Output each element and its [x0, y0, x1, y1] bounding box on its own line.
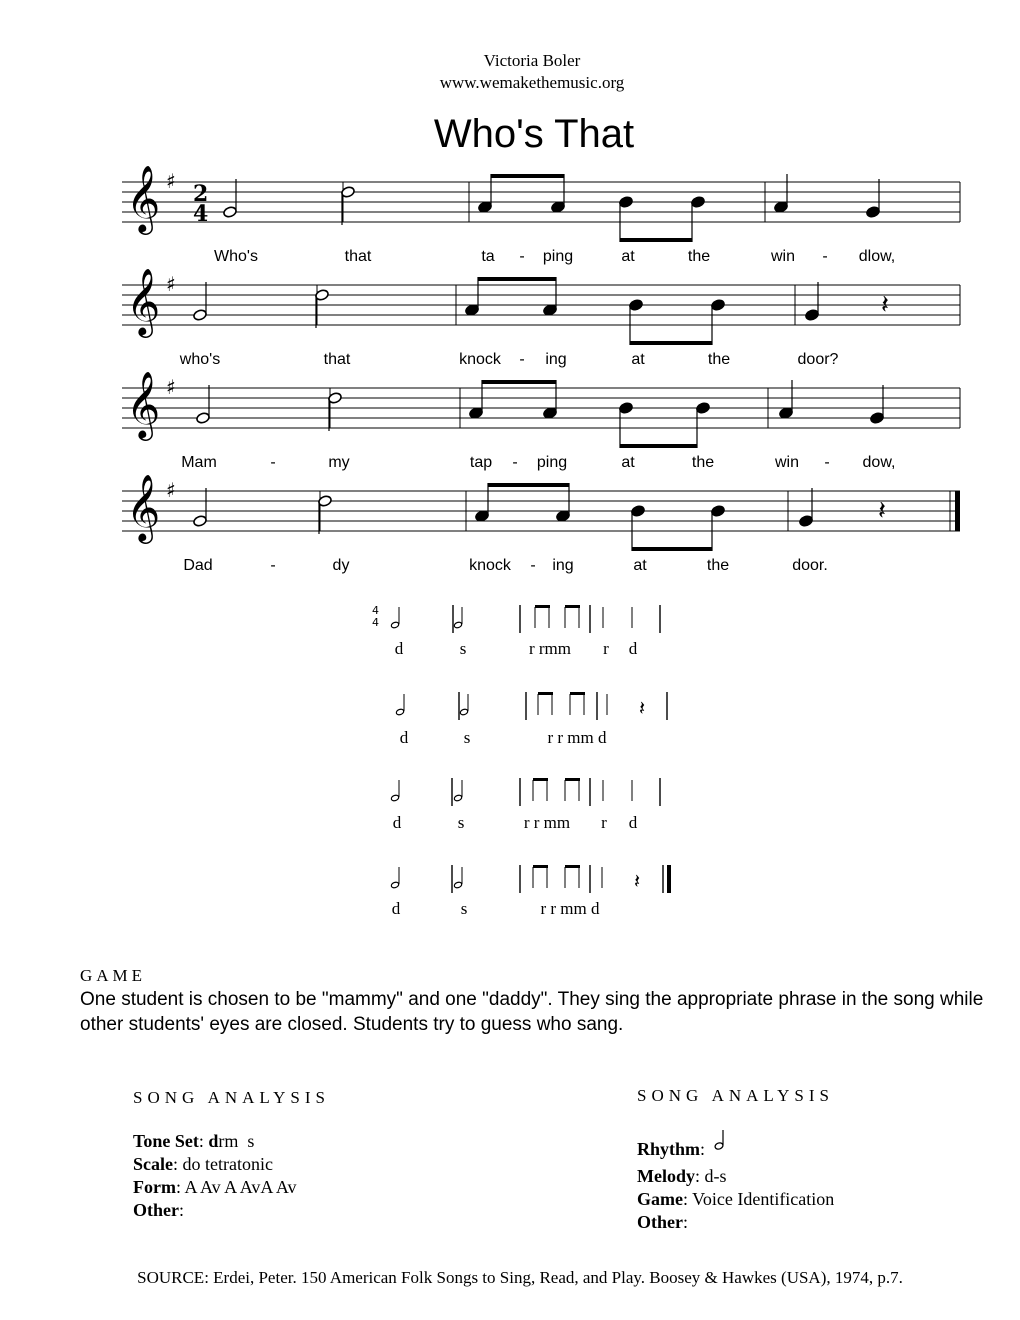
lyric-syllable: at: [631, 351, 645, 368]
beam: [620, 444, 697, 448]
solfege-syllable: d: [392, 813, 402, 832]
lyric-syllable: the: [706, 557, 730, 574]
lyric-syllable: that: [344, 248, 372, 265]
half-note-icon: [714, 1128, 728, 1152]
rhythm-line: Rhythm:: [637, 1138, 834, 1161]
author-name: Victoria Boler: [483, 51, 581, 70]
lyric-syllable: at: [621, 248, 635, 265]
lyric-syllable: dy: [332, 557, 350, 574]
lyric-syllable: -: [519, 248, 525, 265]
song-analysis-right: [637, 1086, 834, 1234]
final-barline: [667, 865, 671, 893]
note-head: [478, 201, 493, 214]
sharp-icon: ♯: [166, 169, 176, 193]
half-note-icon: [396, 708, 405, 715]
lyric-syllable: win: [774, 454, 800, 471]
sharp-icon: ♯: [166, 478, 176, 502]
quarter-rest-icon: 𝄽: [634, 869, 641, 893]
lyric-syllable: ping: [536, 454, 568, 471]
sharp-icon: ♯: [166, 272, 176, 296]
staff-system: [122, 473, 960, 574]
analysis-heading: SONG ANALYSIS: [637, 1086, 834, 1105]
quarter-rest-icon: 𝄽: [878, 496, 886, 526]
game-line: Game: Voice Identification: [637, 1189, 835, 1209]
time-signature-bottom: 4: [193, 201, 209, 227]
stick-notation-row: [391, 865, 671, 918]
quarter-rest-icon: 𝄽: [881, 290, 889, 320]
lyric-syllable: ing: [552, 557, 574, 574]
note-head: [223, 206, 238, 219]
beam: [533, 865, 548, 868]
lyric-syllable: ta: [481, 248, 495, 265]
lyric-syllable: -: [512, 454, 518, 471]
solfege-syllable: r: [601, 813, 607, 832]
lyric-syllable: knock: [459, 351, 501, 368]
half-note-icon: [391, 621, 400, 628]
note-head: [465, 304, 480, 317]
lyric-syllable: the: [687, 248, 711, 265]
note-head: [631, 505, 646, 518]
treble-clef-icon: 𝄞: [126, 164, 161, 232]
lyric-syllable: -: [824, 454, 830, 471]
lyric-syllable: Who's: [214, 248, 258, 265]
note-head: [193, 309, 208, 322]
note-head: [711, 299, 726, 312]
solfege-syllable: d: [628, 813, 638, 832]
note-head: [543, 407, 558, 420]
treble-clef-icon: 𝄞: [126, 473, 161, 541]
tone-set-line: Tone Set: drm s: [133, 1131, 255, 1151]
half-note-icon: [460, 708, 469, 715]
note-head: [475, 510, 490, 523]
game-heading: GAME: [80, 966, 147, 985]
note-head: [799, 515, 814, 528]
solfege-syllable: r: [603, 639, 609, 658]
lyric-syllable: win: [770, 248, 796, 265]
note-head: [870, 412, 885, 425]
note-head: [556, 510, 571, 523]
solfege-syllable: s: [460, 899, 468, 918]
solfege-syllable: s: [463, 728, 471, 747]
lyric-syllable: ping: [542, 248, 574, 265]
other-line: Other:: [637, 1212, 688, 1232]
lyric-syllable: ing: [545, 351, 567, 368]
beam: [488, 483, 569, 487]
lyric-syllable: tap: [469, 454, 493, 471]
lyric-syllable: -: [530, 557, 536, 574]
solfege-syllable: r r mm d: [540, 899, 600, 918]
sharp-icon: ♯: [166, 375, 176, 399]
note-head: [774, 201, 789, 214]
note-head: [866, 206, 881, 219]
note-head: [551, 201, 566, 214]
melody-line: Melody: d-s: [637, 1166, 727, 1186]
treble-clef-icon: 𝄞: [126, 370, 161, 438]
beam: [565, 778, 580, 781]
solfege-syllable: d: [394, 639, 404, 658]
time-signature-top: 4: [372, 604, 379, 617]
note-head: [193, 515, 208, 528]
beam: [632, 547, 712, 551]
solfege-syllable: s: [459, 639, 467, 658]
beam: [565, 605, 580, 608]
lyric-syllable: door?: [797, 351, 839, 368]
half-note-icon: [454, 794, 463, 801]
lyric-syllable: dlow,: [858, 248, 896, 265]
lyric-syllable: that: [323, 351, 351, 368]
beam: [630, 341, 712, 345]
lyric-syllable: dow,: [862, 454, 896, 471]
beam: [478, 277, 556, 281]
lyric-syllable: door.: [792, 557, 828, 574]
analysis-heading: SONG ANALYSIS: [133, 1088, 330, 1107]
time-signature-top: 2: [193, 181, 209, 207]
lyric-syllable: the: [691, 454, 715, 471]
beam: [535, 605, 550, 608]
beam: [620, 238, 692, 242]
note-head: [691, 196, 706, 209]
lyric-syllable: knock: [469, 557, 511, 574]
lyric-syllable: who's: [179, 351, 221, 368]
beam: [491, 174, 564, 178]
note-head: [696, 402, 711, 415]
beam: [565, 865, 580, 868]
solfege-syllable: r rmm: [528, 639, 572, 658]
game-description: One student is chosen to be "mammy" and one "daddy". They sing the appropriate phrase in the song while other students' eyes are closed. Students try to guess who sang.: [80, 989, 984, 1035]
note-head: [619, 196, 634, 209]
staff-system: [122, 164, 960, 265]
song-analysis-left: [133, 1088, 330, 1222]
lyric-syllable: -: [822, 248, 828, 265]
solfege-syllable: d: [399, 728, 409, 747]
note-head: [469, 407, 484, 420]
note-head: [711, 505, 726, 518]
note-head: [779, 407, 794, 420]
time-signature-bottom: 4: [372, 616, 379, 629]
note-head: [196, 412, 211, 425]
lyric-syllable: at: [633, 557, 647, 574]
scale-line: Scale: do tetratonic: [133, 1154, 273, 1174]
solfege-syllable: s: [457, 813, 465, 832]
stick-notation-row: [391, 778, 660, 832]
lyric-syllable: Mam: [181, 454, 217, 471]
song-title: Who's That: [433, 112, 635, 156]
solfege-syllable: r r mm: [523, 813, 571, 832]
lyric-syllable: Dad: [183, 557, 213, 574]
lyric-syllable: at: [621, 454, 635, 471]
half-note-icon: [454, 621, 463, 628]
source-citation: SOURCE: Erdei, Peter. 150 American Folk Songs to Sing, Read, and Play. Boosey & Hawkes (USA), 1974, p.7.: [137, 1268, 903, 1287]
beam: [570, 692, 585, 695]
quarter-rest-icon: 𝄽: [639, 696, 646, 720]
form-line: Form: A Av A AvA Av: [133, 1177, 297, 1197]
solfege-syllable: r r mm d: [547, 728, 607, 747]
half-note-icon: [391, 794, 400, 801]
note-head: [619, 402, 634, 415]
stick-notation-row: [396, 692, 667, 747]
stick-notation-row: [372, 604, 660, 658]
lyric-syllable: -: [270, 557, 276, 574]
treble-clef-icon: 𝄞: [126, 267, 161, 335]
beam: [482, 380, 556, 384]
note-head: [543, 304, 558, 317]
beam: [538, 692, 553, 695]
half-note-icon: [391, 881, 400, 888]
note-head: [805, 309, 820, 322]
staff-system: [122, 370, 960, 471]
half-note-icon: [454, 881, 463, 888]
lyric-syllable: -: [270, 454, 276, 471]
staff-system: [122, 267, 960, 368]
beam: [533, 778, 548, 781]
solfege-syllable: d: [391, 899, 401, 918]
lyric-syllable: the: [707, 351, 731, 368]
author-website: www.wemakethemusic.org: [439, 73, 625, 92]
lyric-syllable: my: [328, 454, 350, 471]
final-barline: [955, 491, 960, 531]
lyric-syllable: -: [519, 351, 525, 368]
other-line: Other:: [133, 1200, 184, 1220]
note-head: [629, 299, 644, 312]
solfege-syllable: d: [628, 639, 638, 658]
